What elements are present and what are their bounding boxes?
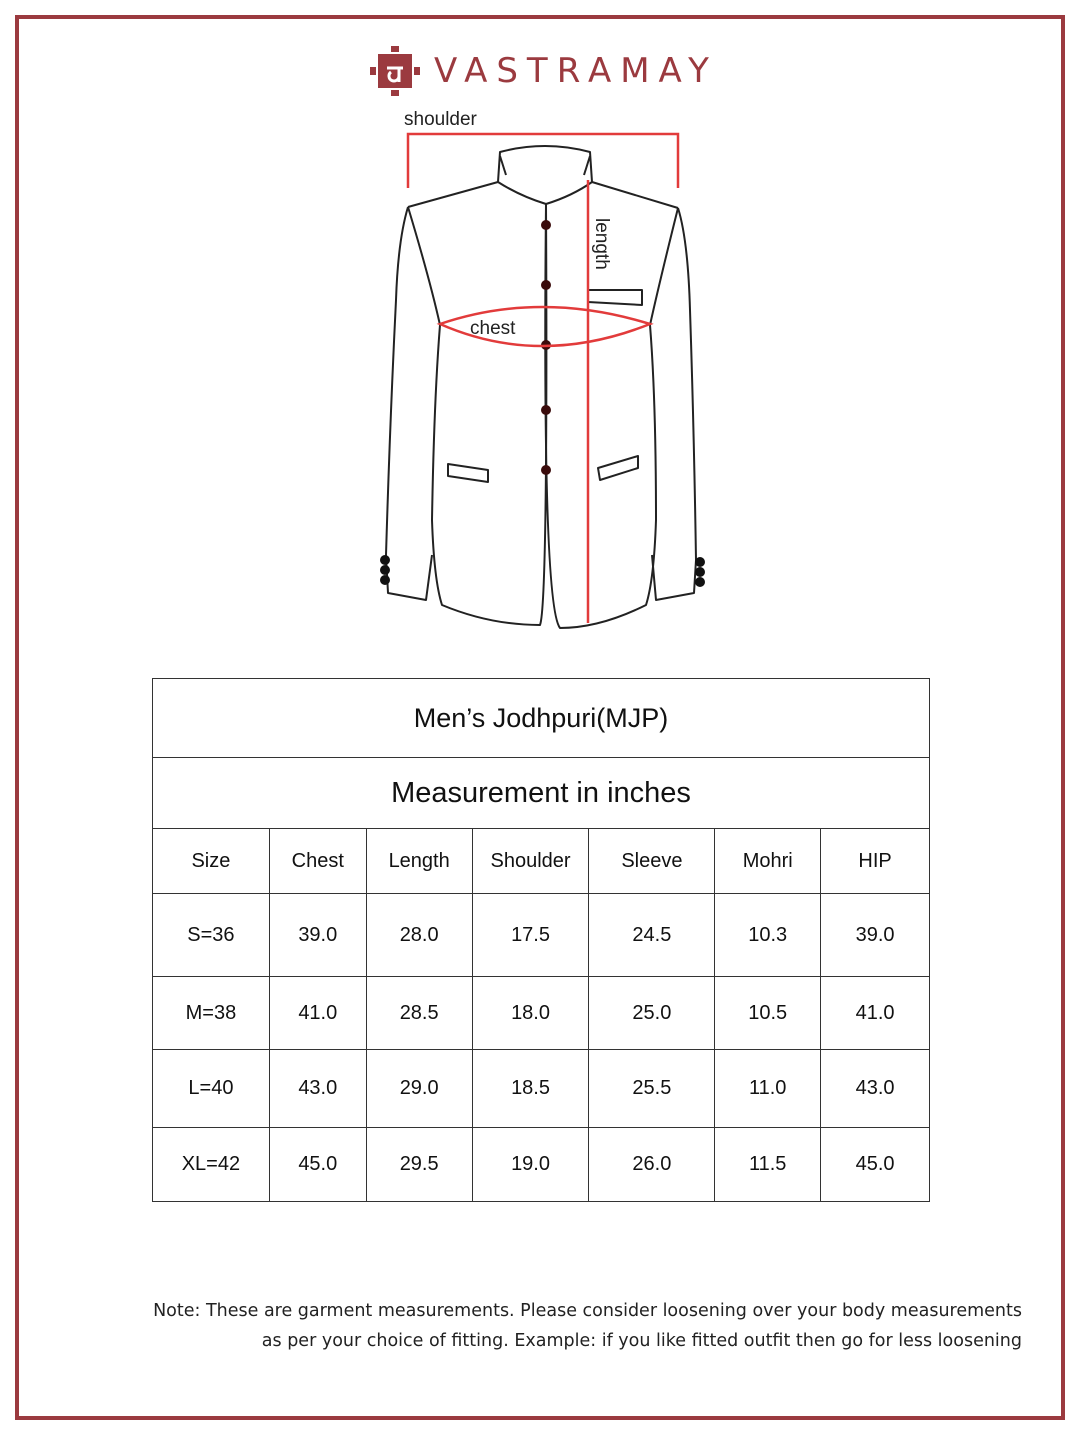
cell-shoulder: 17.5	[472, 894, 589, 977]
brand-header	[370, 46, 718, 96]
header-sleeve: Sleeve	[589, 829, 715, 894]
cell-hip: 45.0	[821, 1128, 930, 1202]
cell-hip: 41.0	[821, 977, 930, 1050]
table-row	[153, 1128, 930, 1202]
cell-size: M=38	[153, 977, 270, 1050]
header-chest: Chest	[269, 829, 366, 894]
header-hip: HIP	[821, 829, 930, 894]
length-label: length	[591, 218, 612, 270]
cell-shoulder: 19.0	[472, 1128, 589, 1202]
cell-length: 28.0	[366, 894, 472, 977]
cell-hip: 39.0	[821, 894, 930, 977]
cell-length: 29.0	[366, 1050, 472, 1128]
table-title-row	[153, 679, 930, 758]
note-line-1: Note: These are garment measurements. Please consider loosening over your body measurements	[153, 1301, 1022, 1321]
cell-sleeve: 25.5	[589, 1050, 715, 1128]
shoulder-label: shoulder	[404, 109, 477, 130]
header-mohri: Mohri	[715, 829, 821, 894]
vastramay-logo-icon	[370, 46, 420, 96]
header-shoulder: Shoulder	[472, 829, 589, 894]
cell-mohri: 11.0	[715, 1050, 821, 1128]
cell-sleeve: 26.0	[589, 1128, 715, 1202]
cell-shoulder: 18.5	[472, 1050, 589, 1128]
cell-mohri: 10.5	[715, 977, 821, 1050]
cell-sleeve: 25.0	[589, 977, 715, 1050]
cell-length: 28.5	[366, 977, 472, 1050]
cell-size: S=36	[153, 894, 270, 977]
jacket-outline	[386, 146, 696, 628]
note-line-2: as per your choice of fitting. Example: if you like fitted outfit then go for less loosening	[261, 1331, 1022, 1351]
cell-chest: 43.0	[269, 1050, 366, 1128]
cell-size: L=40	[153, 1050, 270, 1128]
chest-label: chest	[470, 318, 516, 339]
cell-size: XL=42	[153, 1128, 270, 1202]
table-header-row	[153, 829, 930, 894]
table-title: Men’s Jodhpuri(MJP)	[153, 679, 930, 758]
cell-length: 29.5	[366, 1128, 472, 1202]
table-unit-row	[153, 758, 930, 829]
table-row	[153, 894, 930, 977]
cell-shoulder: 18.0	[472, 977, 589, 1050]
cell-chest: 39.0	[269, 894, 366, 977]
cell-chest: 41.0	[269, 977, 366, 1050]
brand-name: VASTRAMAY	[434, 51, 718, 91]
fitting-note	[60, 1296, 1022, 1356]
size-chart-table	[152, 678, 930, 1202]
cell-mohri: 10.3	[715, 894, 821, 977]
header-length: Length	[366, 829, 472, 894]
shoulder-measure-line	[408, 134, 678, 188]
jodhpuri-measurement-diagram	[360, 100, 740, 640]
cell-chest: 45.0	[269, 1128, 366, 1202]
table-unit: Measurement in inches	[153, 758, 930, 829]
cell-hip: 43.0	[821, 1050, 930, 1128]
header-size: Size	[153, 829, 270, 894]
cell-sleeve: 24.5	[589, 894, 715, 977]
table-row	[153, 977, 930, 1050]
table-row	[153, 1050, 930, 1128]
cell-mohri: 11.5	[715, 1128, 821, 1202]
